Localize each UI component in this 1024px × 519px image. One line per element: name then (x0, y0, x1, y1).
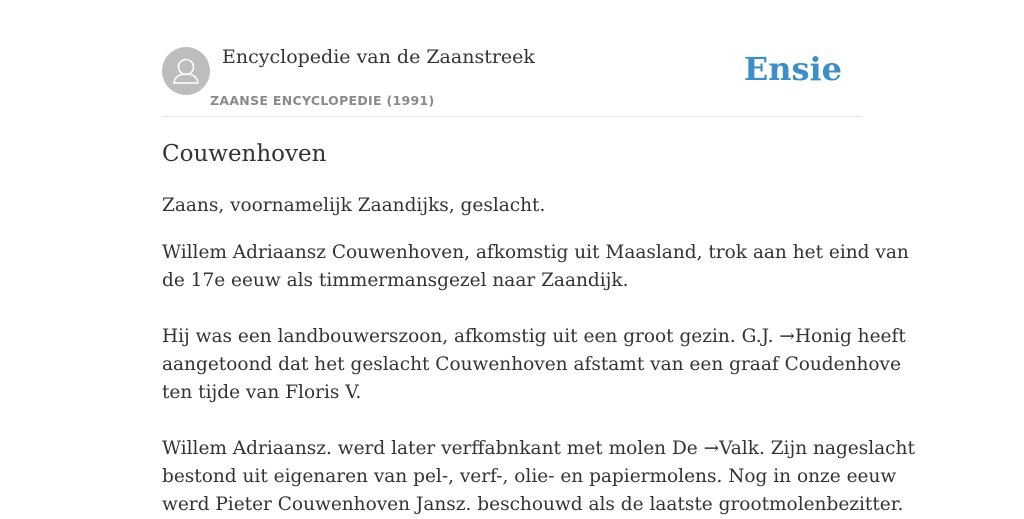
paragraph-text: heeft (851, 326, 906, 347)
paragraph-line (162, 323, 906, 351)
user-icon (162, 47, 210, 95)
paragraph-line: bestond uit eigenaren van pel-, verf-, olie- en papiermolens. Nog in onze eeuw (162, 466, 897, 487)
paragraph-text: Willem Adriaansz. werd later verffabnkant met molen De (162, 438, 704, 459)
source-header (162, 0, 862, 117)
source-title[interactable]: Encyclopedie van de Zaanstreek (222, 46, 535, 68)
xref-link-valk[interactable]: →Valk (703, 438, 759, 459)
brand-logo[interactable]: Ensie (743, 50, 842, 88)
paragraph-text: Hij was een landbouwerszoon, afkomstig uit een groot gezin. G.J. (162, 326, 780, 347)
paragraph-line: Willem Adriaansz Couwenhoven, afkomstig uit Maasland, trok aan het eind van (162, 242, 909, 263)
article-paragraph-2 (162, 323, 906, 407)
paragraph-line: werd Pieter Couwenhoven Jansz. beschouwd als de laatste grootmolenbezitter. (162, 494, 904, 515)
xref-link-honig[interactable]: →Honig (779, 326, 852, 347)
article-paragraph-3 (162, 435, 915, 519)
source-subtitle: ZAANSE ENCYCLOPEDIE (1991) (210, 93, 435, 108)
article-paragraph-1 (162, 239, 909, 295)
paragraph-line (162, 435, 915, 463)
article-intro: Zaans, voornamelijk Zaandijks, geslacht. (162, 195, 546, 216)
paragraph-line: de 17e eeuw als timmermansgezel naar Zaandijk. (162, 270, 629, 291)
paragraph-text: . Zijn nageslacht (758, 438, 915, 459)
paragraph-line: ten tijde van Floris V. (162, 382, 362, 403)
paragraph-line: aangetoond dat het geslacht Couwenhoven afstamt van een graaf Coudenhove (162, 354, 901, 375)
avatar[interactable] (162, 47, 210, 95)
page-title: Couwenhoven (162, 141, 327, 167)
page-container (162, 0, 915, 515)
